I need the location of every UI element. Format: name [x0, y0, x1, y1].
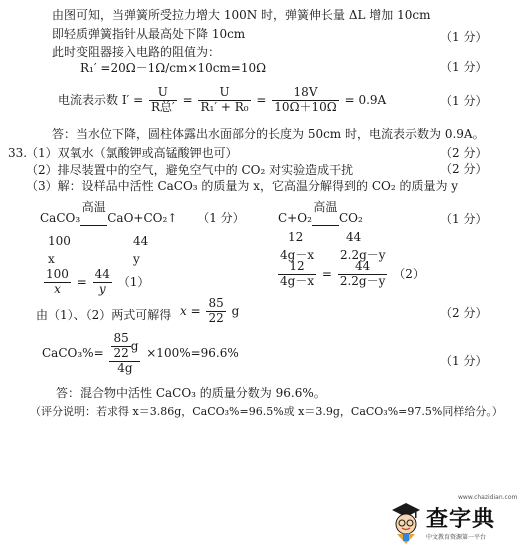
current-result: = 0.9A: [344, 92, 387, 107]
fraction-numerator: 85: [113, 331, 129, 345]
fraction: [272, 86, 338, 115]
fraction: [206, 297, 225, 326]
grading-note: （评分说明：若求得 x＝3.86g，CaCO₃%=96.5%或 x＝3.9g，CaCO₃%=97.5%同样给分。）: [30, 405, 503, 418]
score-label: （1 分）: [440, 60, 488, 74]
variable: 4g－x: [280, 248, 315, 262]
fraction-numerator: U: [198, 86, 250, 101]
current-equation: [58, 86, 386, 115]
product: CO₂: [338, 211, 363, 225]
reactants: C+O₂: [278, 211, 312, 225]
reactant: CaCO₃: [40, 211, 81, 225]
text-line-pointer-drop: 即轻质弹簧指针从最高处下降 10cm: [52, 27, 246, 41]
fraction: [149, 86, 177, 115]
fraction-denominator: y: [98, 281, 106, 296]
fraction: [338, 260, 388, 289]
fraction-numerator: 44: [94, 267, 110, 281]
logo-title: 查字典: [426, 507, 496, 532]
ratio-equation-2: [276, 260, 425, 289]
fraction-numerator: 12: [278, 260, 316, 275]
percentage-equation: [42, 332, 239, 375]
score-label: （2 分）: [440, 306, 488, 320]
unit: g: [231, 303, 240, 318]
solve-result: [180, 297, 239, 326]
fraction-denominator: 10Ω＋10Ω: [274, 99, 337, 114]
score-label: （2 分）: [440, 162, 488, 176]
fraction-numerator: 100: [46, 267, 69, 281]
variable: 2.2g－y: [340, 248, 386, 262]
fraction: [93, 268, 112, 297]
fraction-denominator: 22: [208, 310, 224, 325]
fraction-numerator: 44: [338, 260, 388, 275]
variable: x: [48, 252, 55, 266]
percentage-prefix: CaCO₃%=: [42, 346, 104, 361]
logo-subtitle: 中文教育资源第一平台: [426, 534, 487, 541]
fraction-denominator: 22: [113, 345, 129, 360]
products: CaO+CO₂↑: [107, 211, 178, 225]
equals-sign: =: [182, 92, 193, 107]
fraction-numerator: [109, 332, 140, 362]
fraction-numerator: 18V: [272, 86, 338, 101]
score-label: （1 分）: [440, 94, 488, 108]
fraction: [44, 268, 71, 297]
molar-mass: 12: [288, 230, 304, 244]
equals-sign: =: [321, 266, 332, 281]
unit: g: [130, 338, 139, 353]
text-line-resistance-intro: 此时变阻器接入电路的阻值为：: [52, 45, 221, 59]
question-number: 33.: [8, 146, 28, 160]
text-line-spring-stretch: 由图可知，当弹簧所受拉力增大 100N 时，弹簧伸长量 ΔL 增加 10cm: [52, 8, 431, 22]
chazidian-logo: [388, 494, 517, 546]
reaction-equation-1: [40, 200, 245, 225]
fraction: [111, 332, 130, 361]
current-prefix: 电流表示数 I′ =: [58, 92, 144, 107]
score-label: （2 分）: [440, 146, 488, 160]
q33-part2: （2）排尽装置中的空气，避免空气中的 CO₂ 对实验造成干扰: [26, 163, 354, 177]
molar-mass: 44: [133, 234, 149, 248]
reaction-condition: 高温: [81, 200, 106, 214]
molar-mass: 100: [48, 234, 71, 248]
reaction-condition: 高温: [313, 200, 338, 214]
solve-variable: x =: [180, 303, 201, 318]
equation-tag: （2）: [393, 266, 425, 281]
score-label: （1 分）: [440, 212, 488, 226]
graduate-mascot-icon: [388, 500, 424, 544]
percentage-suffix: ×100%=96.6%: [146, 346, 239, 361]
score-label: （1 分）: [440, 354, 488, 368]
molar-mass: 44: [346, 230, 362, 244]
fraction: [198, 86, 250, 115]
logo-url: www.chazidian.com: [458, 494, 517, 501]
equals-sign: =: [256, 92, 267, 107]
fraction-denominator: 4g－x: [280, 273, 315, 288]
q33-part3: （3）解：设样品中活性 CaCO₃ 的质量为 x，它高温分解得到的 CO₂ 的质量为 y: [26, 179, 459, 193]
solve-text: 由（1）、（2）两式可解得: [36, 308, 172, 322]
fraction: [278, 260, 316, 289]
q33-part1: （1）双氧水（氯酸钾或高锰酸钾也可）: [26, 146, 238, 160]
equation-tag: （1）: [117, 274, 150, 289]
ratio-equation-1: [42, 268, 149, 297]
equals-sign: =: [76, 274, 87, 289]
answer-line-current: 答：当水位下降，圆柱体露出水面部分的长度为 50cm 时，电流表示数为 0.9A。: [52, 127, 485, 141]
resistance-equation: R₁′ =20Ω－1Ω/cm×10cm=10Ω: [80, 61, 267, 75]
fraction-denominator: R总′: [150, 99, 175, 114]
variable: y: [133, 252, 140, 266]
score-label: （1 分）: [440, 30, 488, 44]
fraction-denominator: 2.2g－y: [339, 273, 386, 288]
fraction-denominator: R₁′ + R₀: [200, 99, 249, 114]
fraction-numerator: 85: [208, 296, 224, 310]
fraction: [109, 332, 140, 375]
fraction-denominator: x: [54, 281, 61, 296]
reaction-equation-2: [278, 200, 363, 225]
answer-line-percentage: 答：混合物中活性 CaCO₃ 的质量分数为 96.6%。: [56, 386, 326, 400]
score-label: （1 分）: [197, 211, 245, 225]
fraction-denominator: 4g: [117, 360, 133, 375]
fraction-numerator: U: [149, 86, 177, 101]
